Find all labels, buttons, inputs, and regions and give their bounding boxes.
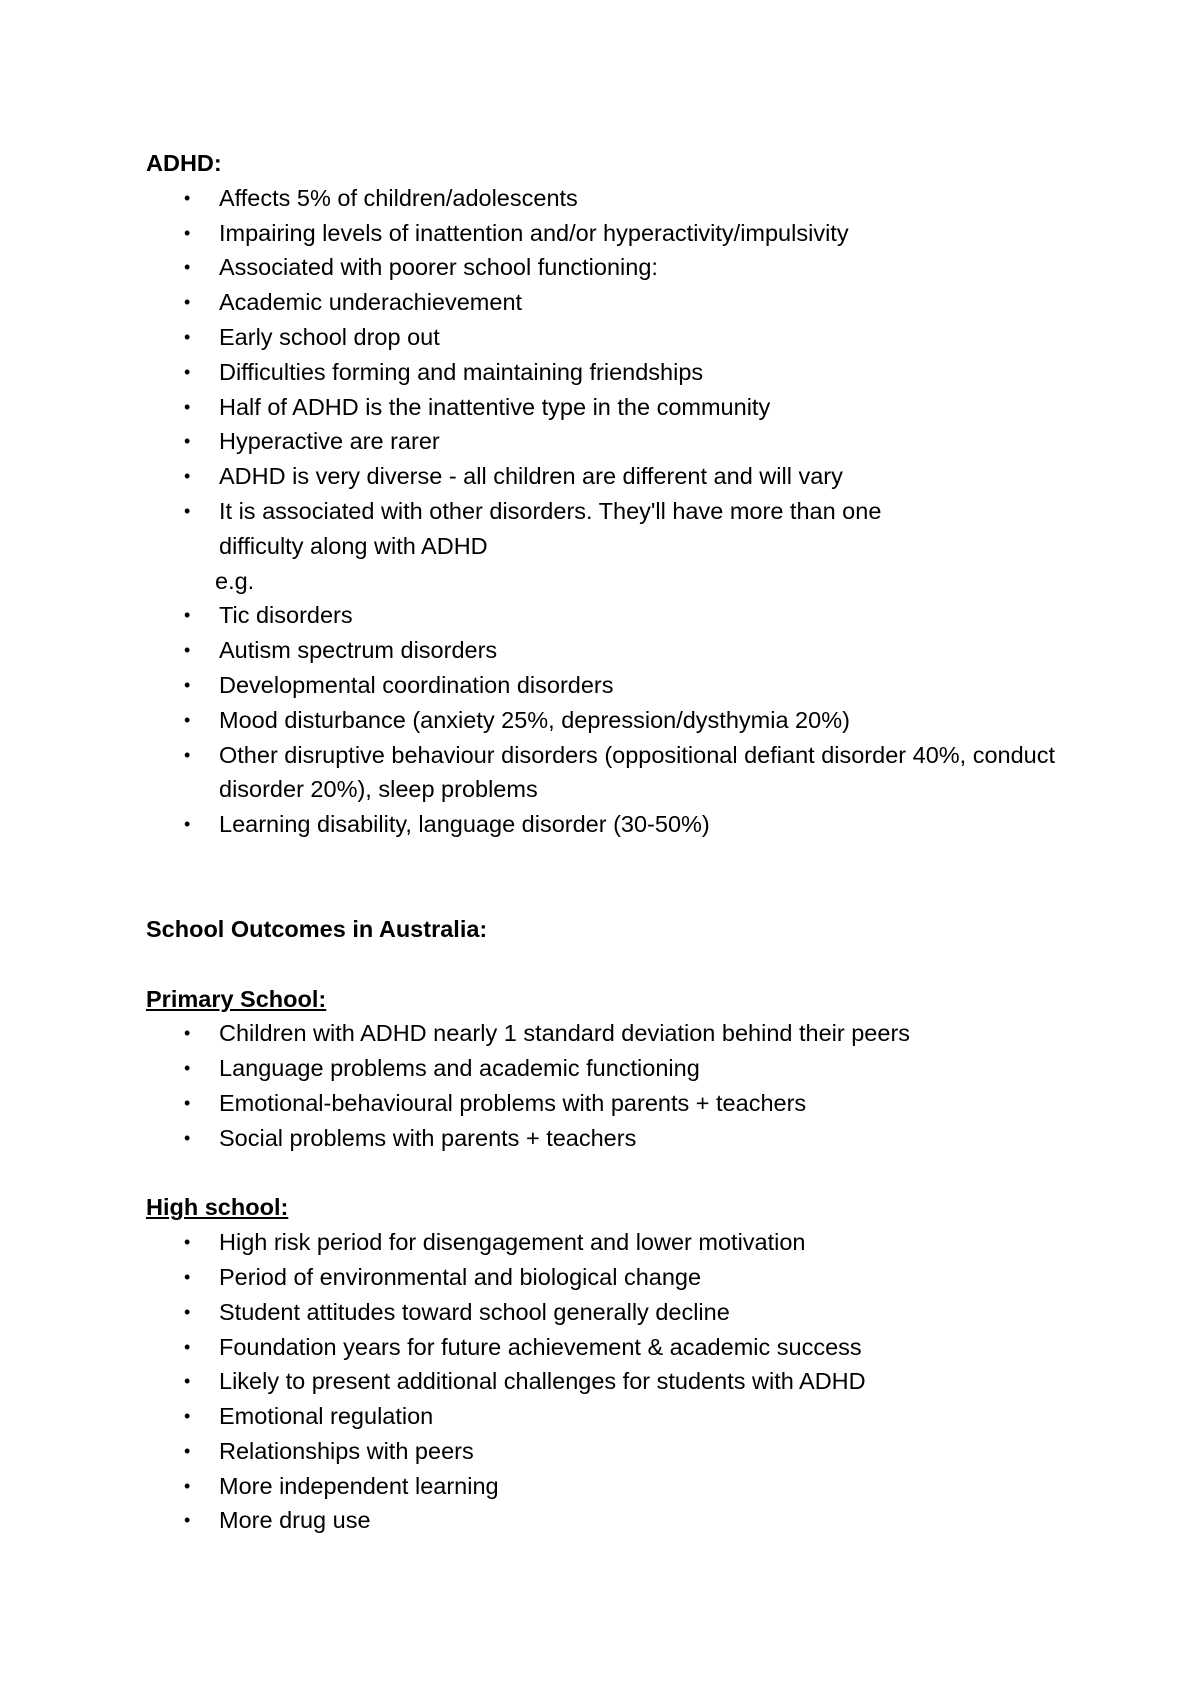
bullet-icon: • — [184, 1058, 191, 1079]
bullet-icon: • — [184, 466, 191, 487]
list-item: • Other disruptive behaviour disorders (oppositional defiant disorder 40%, conduct disorder 20%), sleep problems — [146, 738, 1119, 808]
bullet-icon: • — [184, 1475, 191, 1496]
bullet-icon: • — [184, 814, 191, 835]
list-item: • More drug use — [146, 1503, 1106, 1538]
spacer — [146, 947, 1106, 982]
list-item: • ADHD is very diverse - all children are different and will vary — [146, 459, 1106, 494]
school-outcomes-heading: School Outcomes in Australia: — [146, 915, 488, 942]
list-item: • Early school drop out — [146, 320, 1106, 355]
bullet-icon: • — [184, 1371, 191, 1392]
primary-school-list — [146, 1016, 1106, 1155]
adhd-list-a — [146, 181, 1106, 564]
bullet-icon: • — [184, 326, 191, 347]
bullet-icon: • — [184, 292, 191, 313]
bullet-icon: • — [184, 1440, 191, 1461]
list-item: • Emotional regulation — [146, 1399, 1106, 1434]
list-item: • Social problems with parents + teachers — [146, 1121, 1106, 1156]
bullet-icon: • — [184, 257, 191, 278]
bullet-icon: • — [184, 1301, 191, 1322]
list-item: • Difficulties forming and maintaining friendships — [146, 355, 1106, 390]
bullet-icon: • — [184, 1266, 191, 1287]
bullet-icon: • — [184, 1127, 191, 1148]
list-item: • Half of ADHD is the inattentive type in the community — [146, 390, 1106, 425]
bullet-icon: • — [184, 187, 191, 208]
list-item: • Relationships with peers — [146, 1434, 1106, 1469]
list-item: • Academic underachievement — [146, 285, 1106, 320]
bullet-icon: • — [184, 744, 191, 765]
list-item: • Period of environmental and biological change — [146, 1260, 1106, 1295]
list-item: • Foundation years for future achievement & academic success — [146, 1330, 1106, 1365]
list-item: • It is associated with other disorders. They'll have more than one difficulty along with ADHD — [146, 494, 939, 564]
adhd-list-b — [146, 598, 1106, 842]
high-school-heading: High school: — [146, 1194, 289, 1221]
list-item: • Associated with poorer school functioning: — [146, 250, 1106, 285]
high-school-list — [146, 1225, 1106, 1538]
list-item: • Emotional-behavioural problems with parents + teachers — [146, 1086, 1106, 1121]
bullet-icon: • — [184, 1406, 191, 1427]
bullet-icon: • — [184, 1023, 191, 1044]
bullet-icon: • — [184, 500, 191, 521]
bullet-icon: • — [184, 222, 191, 243]
bullet-icon: • — [184, 1336, 191, 1357]
bullet-icon: • — [184, 640, 191, 661]
bullet-icon: • — [184, 709, 191, 730]
bullet-icon: • — [184, 431, 191, 452]
bullet-icon: • — [184, 1092, 191, 1113]
list-item: • Likely to present additional challenges for students with ADHD — [146, 1364, 1106, 1399]
document-content — [146, 146, 1106, 1538]
bullet-icon: • — [184, 396, 191, 417]
list-item: • Autism spectrum disorders — [146, 633, 1106, 668]
list-item: • Learning disability, language disorder (30-50%) — [146, 807, 1106, 842]
list-item: • Affects 5% of children/adolescents — [146, 181, 1106, 216]
eg-label: e.g. — [215, 567, 255, 594]
bullet-icon: • — [184, 1510, 191, 1531]
list-item: • Language problems and academic functioning — [146, 1051, 1106, 1086]
list-item: • More independent learning — [146, 1469, 1106, 1504]
bullet-icon: • — [184, 605, 191, 626]
spacer — [146, 1156, 1106, 1191]
adhd-heading: ADHD: — [146, 150, 222, 176]
spacer — [146, 842, 1106, 912]
list-item: • Hyperactive are rarer — [146, 424, 1106, 459]
list-item: • Mood disturbance (anxiety 25%, depression/dysthymia 20%) — [146, 703, 1106, 738]
list-item: • Tic disorders — [146, 598, 1106, 633]
primary-school-heading: Primary School: — [146, 985, 327, 1012]
list-item: • Impairing levels of inattention and/or hyperactivity/impulsivity — [146, 216, 1106, 251]
bullet-icon: • — [184, 361, 191, 382]
list-item: • High risk period for disengagement and lower motivation — [146, 1225, 1106, 1260]
list-item: • Student attitudes toward school generally decline — [146, 1295, 1106, 1330]
bullet-icon: • — [184, 674, 191, 695]
list-item: • Developmental coordination disorders — [146, 668, 1106, 703]
bullet-icon: • — [184, 1232, 191, 1253]
list-item: • Children with ADHD nearly 1 standard deviation behind their peers — [146, 1016, 1106, 1051]
